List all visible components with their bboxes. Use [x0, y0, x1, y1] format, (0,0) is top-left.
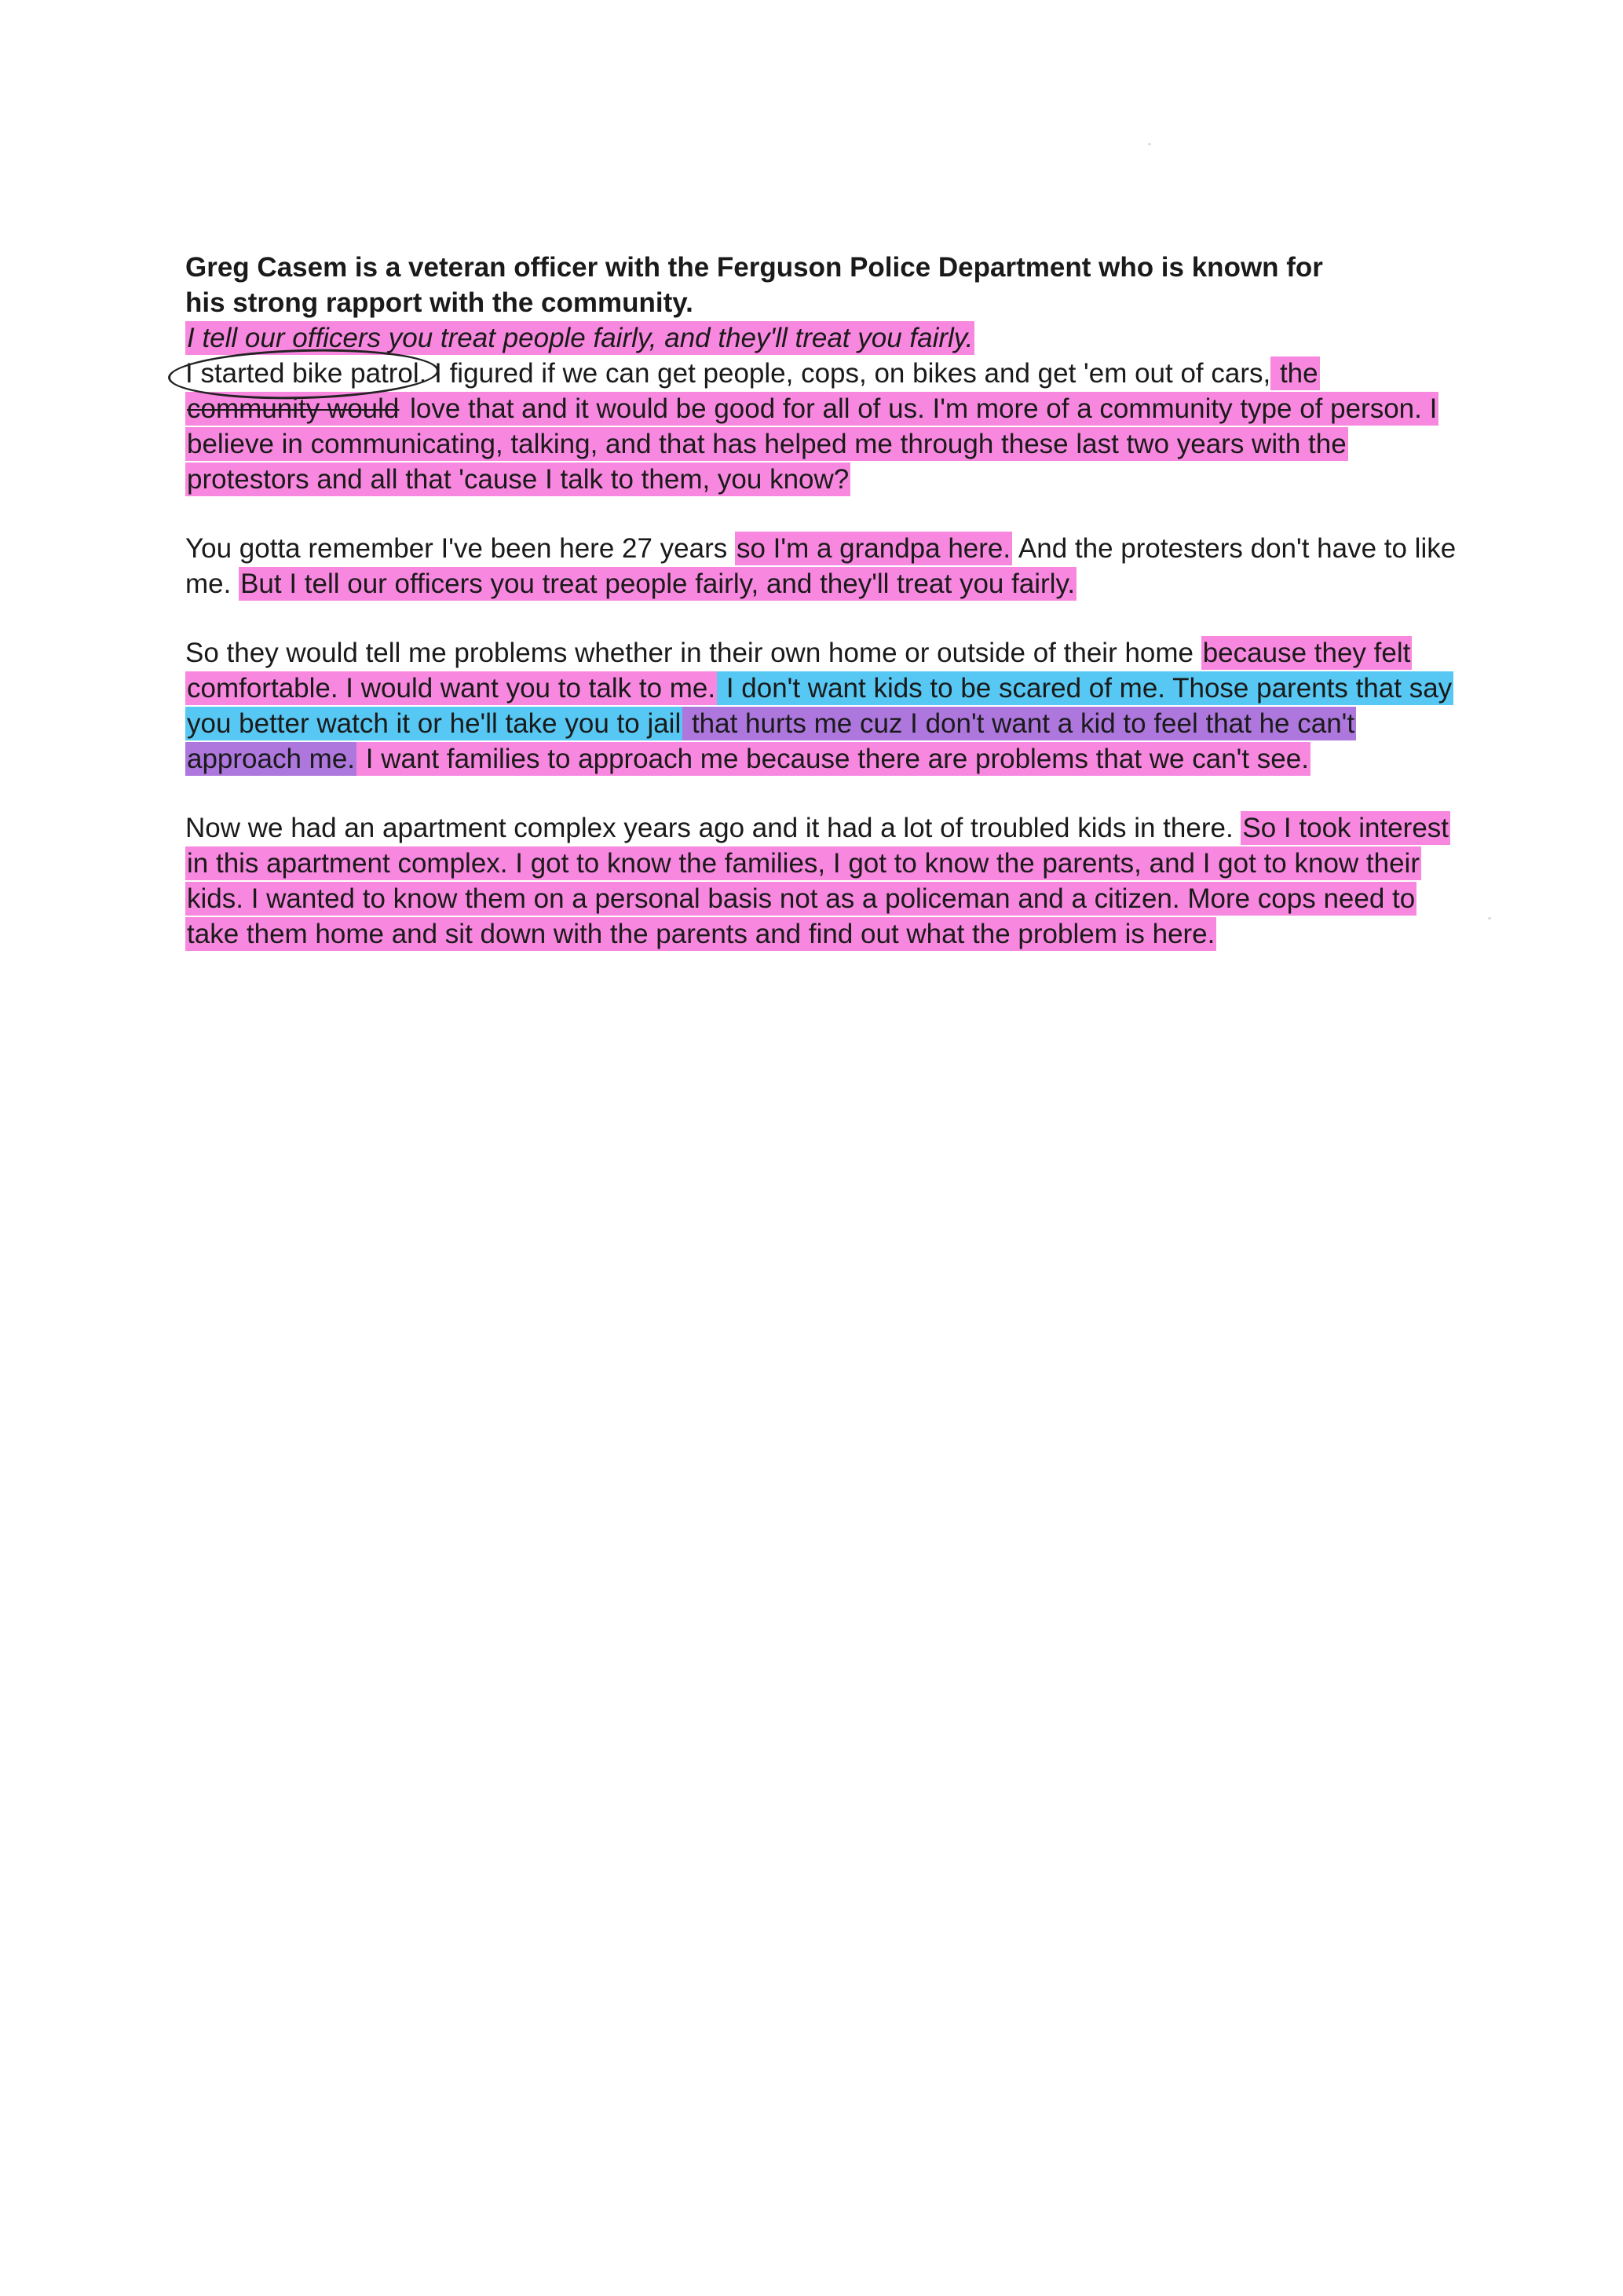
highlighted-pull-quote: I tell our officers you treat people fairly, and they'll treat you fairly.	[187, 323, 974, 353]
paragraph-1-highlight-a: the	[1272, 358, 1318, 389]
paragraph-3-overlap-highlight: that hurts me cuz I don't want a kid to feel that he can't approach me.	[187, 708, 1355, 774]
headline-line-2: his strong rapport with the community.	[185, 287, 693, 318]
article-headline	[185, 250, 1457, 320]
paragraph-1-text: I figured if we can get people, cops, on bikes and get 'em out of cars,	[426, 358, 1271, 389]
paragraph-2-highlight-b: But I tell our officers you treat people fairly, and they'll treat you fairly.	[240, 569, 1076, 599]
paragraph-4-text: Now we had an apartment complex years ago and it had a lot of troubled kids in there.	[185, 813, 1241, 843]
paragraph-4	[185, 810, 1457, 952]
paragraph-3-pink-highlight: because they felt comfortable. I would want you to talk to me.	[187, 638, 1411, 704]
paragraph-2-text-b: And the protesters don't have to like me.	[185, 533, 1457, 599]
struck-through-phrase: community would	[187, 393, 400, 424]
article-body	[185, 250, 1457, 985]
paragraph-2-highlight-a: so I'm a grandpa here.	[736, 533, 1011, 564]
paragraph-2-text-a: You gotta remember I've been here 27 years	[185, 533, 735, 564]
circled-phrase: I started bike patrol.	[185, 356, 426, 391]
paragraph-3-text: So they would tell me problems whether in their own home or outside of their home	[185, 638, 1201, 668]
paragraph-1	[185, 356, 1457, 497]
scan-speck	[1148, 143, 1151, 145]
paragraph-3	[185, 635, 1457, 777]
pull-quote	[185, 320, 1457, 356]
headline-line-1: Greg Casem is a veteran officer with the Ferguson Police Department who is known for	[185, 252, 1323, 283]
paragraph-1-highlight-b: love that and it would be good for all of us. I'm more of a community type of person. I believe in communicating, talking, and that has helped me through these last two years with the protestors and all that 'cause I talk to them, you know?	[187, 393, 1438, 495]
scan-speck	[1488, 917, 1491, 919]
paragraph-2	[185, 531, 1457, 601]
paragraph-3-pink-highlight-b: I want families to approach me because there are problems that we can't see.	[358, 744, 1309, 774]
paragraph-4-highlight: So I took interest in this apartment complex. I got to know the families, I got to know the parents, and I got to know their kids. I wanted to know them on a personal basis not as a policeman and a citizen. More cops need to take them home and sit down with the parents and find out what the problem is here.	[187, 813, 1449, 949]
paragraph-3-blue-highlight: I don't want kids to be scared of me. Those parents that say you better watch it or he'll take you to jail	[187, 673, 1453, 739]
